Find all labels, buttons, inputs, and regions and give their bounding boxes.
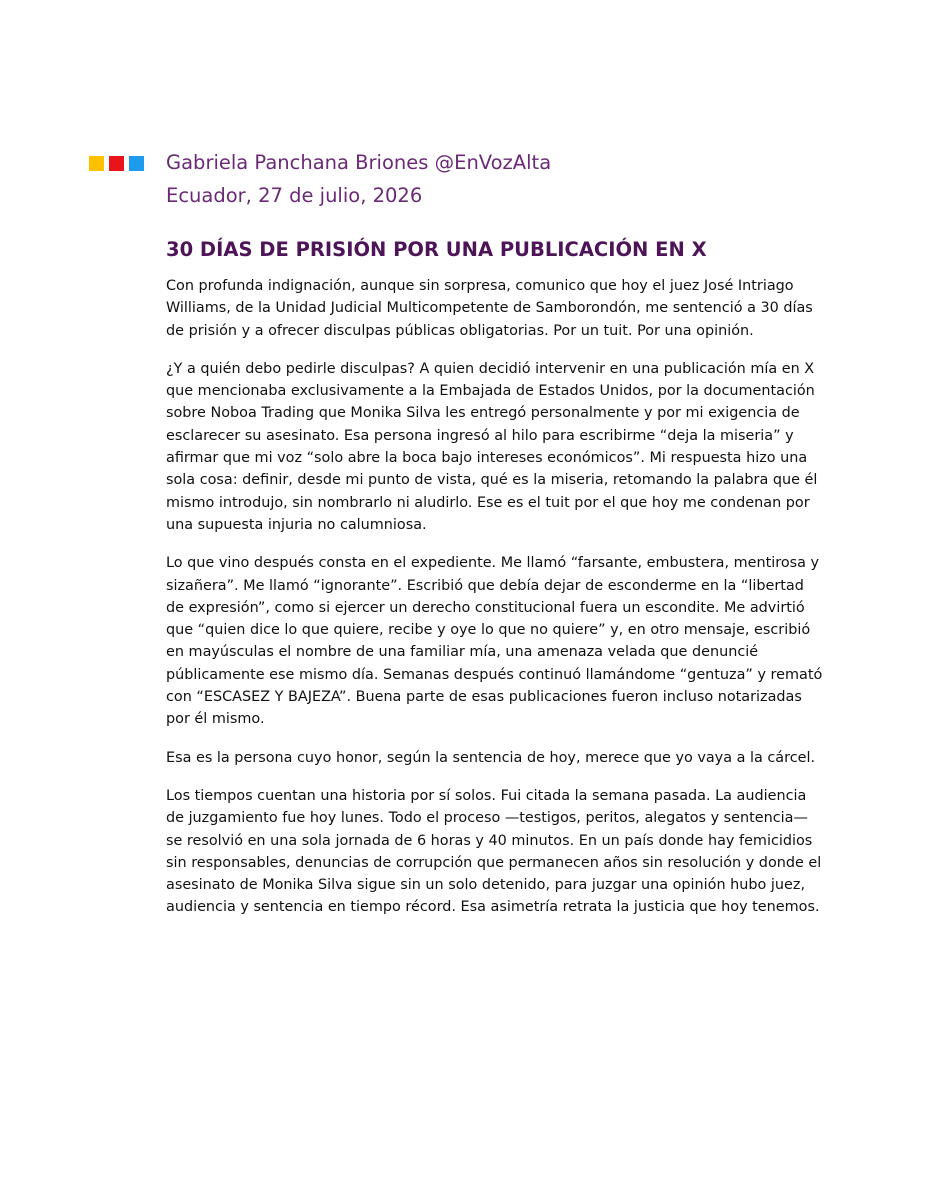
logo-square-yellow xyxy=(89,156,104,171)
logo-square-red xyxy=(109,156,124,171)
article-body xyxy=(166,235,826,935)
paragraph-1: Con profunda indignación, aunque sin sorpresa, comunico que hoy el juez José Intriago Williams, de la Unidad Judicial Multicompetente de Samborondón, me sentenció a 30 días de prisión y a ofrecer disculpas públicas obligatorias. Por un tuit. Por una opinión. xyxy=(166,278,813,339)
author-line: Gabriela Panchana Briones @EnVozAlta xyxy=(166,151,552,174)
paragraph-3: Lo que vino después consta en el expediente. Me llamó “farsante, embustera, mentirosa y sizañera”. Me llamó “ignorante”. Escribió que debía dejar de esconderme en la “libertad de expresión”, como si ejercer un derecho constitucional fuera un escondite. Me advirtió que “quien dice lo que quiere, recibe y oye lo que no quiere” y, en otro mensaje, escribió en mayúsculas el nombre de una familiar mía, una amenaza velada que denuncié públicamente ese mismo día. Semanas después continuó llamándome “gentuza” y remató con “ESCASEZ Y BAJEZA”. Buena parte de esas publicaciones fueron incluso notarizadas por él mismo. xyxy=(166,555,823,728)
logo-square-blue xyxy=(129,156,144,171)
brand-logo xyxy=(89,156,144,171)
article-title: 30 DÍAS DE PRISIÓN POR UNA PUBLICACIÓN EN X xyxy=(166,238,707,261)
paragraph-5: Los tiempos cuentan una historia por sí solos. Fui citada la semana pasada. La audiencia de juzgamiento fue hoy lunes. Todo el proceso —testigos, peritos, alegatos y sentencia— se resolvió en una sola jornada de 6 horas y 40 minutos. En un país donde hay femicidios sin responsables, denuncias de corrupción que permanecen años sin resolución y donde el asesinato de Monika Silva sigue sin un solo detenido, para juzgar una opinión hubo juez, audiencia y sentencia en tiempo récord. Esa asimetría retrata la justicia que hoy tenemos. xyxy=(166,787,822,916)
paragraph-4: Esa es la persona cuyo honor, según la sentencia de hoy, merece que yo vaya a la cárcel. xyxy=(166,749,816,766)
place-date-line: Ecuador, 27 de julio, 2026 xyxy=(166,184,423,207)
paragraph-2: ¿Y a quién debo pedirle disculpas? A quien decidió intervenir en una publicación mía en X que mencionaba exclusivamente a la Embajada de Estados Unidos, por la documentación sobre Noboa Trading que Monika Silva les entregó personalmente y por mi exigencia de esclarecer su asesinato. Esa persona ingresó al hilo para escribirme “deja la miseria” y afirmar que mi voz “solo abre la boca bajo intereses económicos”. Mi respuesta hizo una sola cosa: definir, desde mi punto de vista, qué es la miseria, retomando la palabra que él mismo introdujo, sin nombrarlo ni aludirlo. Ese es el tuit por el que hoy me condenan por una supuesta injuria no calumniosa. xyxy=(166,360,818,533)
article-header xyxy=(166,146,866,212)
